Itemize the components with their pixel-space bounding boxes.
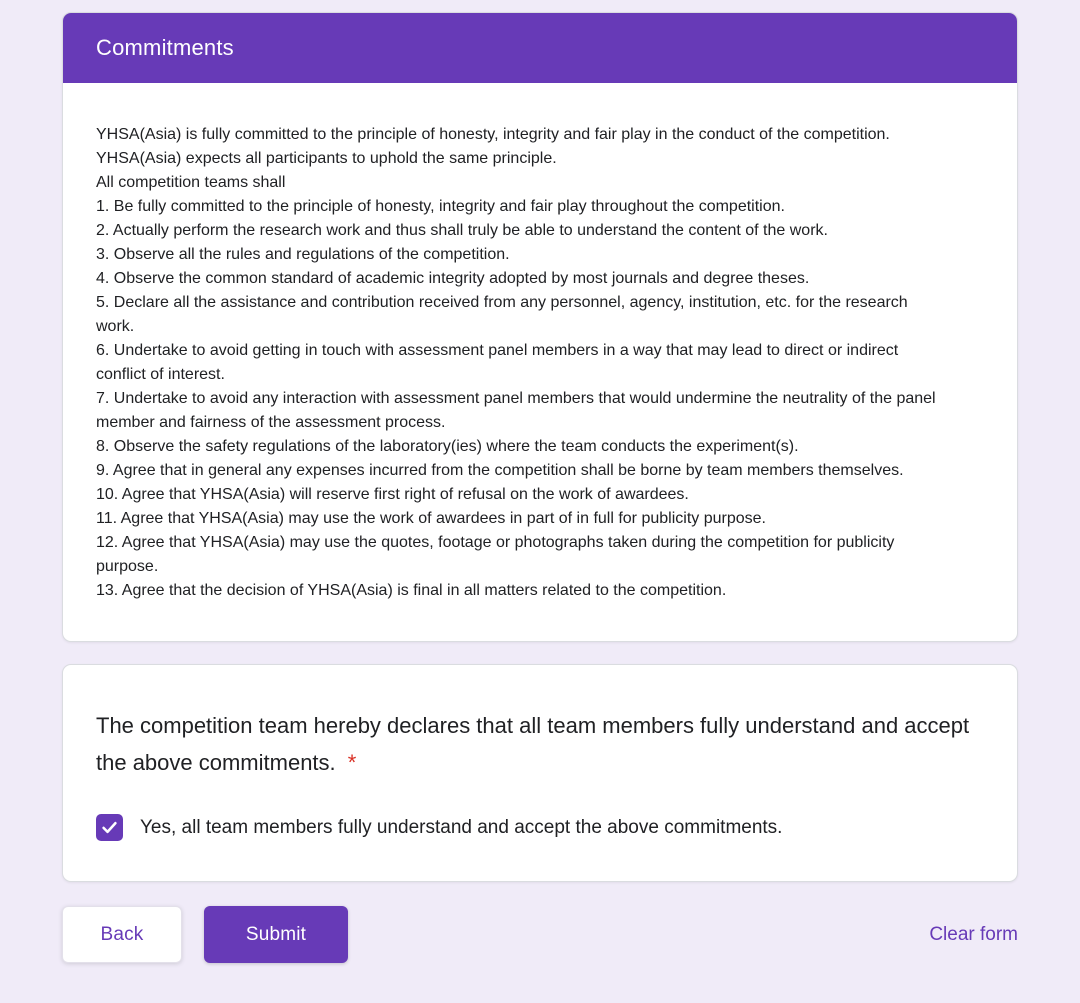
question-text: The competition team hereby declares that all team members fully understand and accept the above commitments. bbox=[96, 713, 970, 775]
commitment-line: 13. Agree that the decision of YHSA(Asia) is final in all matters related to the competition. bbox=[96, 582, 727, 599]
section-header bbox=[63, 13, 1017, 83]
section-title: Commitments bbox=[96, 35, 234, 60]
back-button[interactable]: Back bbox=[62, 906, 182, 963]
commitment-line: All competition teams shall bbox=[96, 174, 286, 191]
commitment-line: 3. Observe all the rules and regulations of the competition. bbox=[96, 246, 510, 263]
checkbox-option[interactable] bbox=[96, 814, 782, 841]
submit-button[interactable]: Submit bbox=[204, 906, 348, 963]
commitment-line: 9. Agree that in general any expenses incurred from the competition shall be borne by team members themselves. bbox=[96, 462, 904, 479]
commitment-line: 7. Undertake to avoid any interaction with assessment panel members that would undermine the neutrality of the panel member and fairness of the assessment process. bbox=[96, 390, 936, 431]
checkbox-checked-icon[interactable] bbox=[96, 814, 123, 841]
commitment-line: 6. Undertake to avoid getting in touch with assessment panel members in a way that may lead to direct or indirect conflict of interest. bbox=[96, 342, 899, 383]
commitment-line: YHSA(Asia) is fully committed to the principle of honesty, integrity and fair play in the conduct of the competition. YHSA(Asia) expects all participants to uphold the same principle. bbox=[96, 126, 890, 167]
commitment-line: 2. Actually perform the research work and thus shall truly be able to understand the content of the work. bbox=[96, 222, 828, 239]
form-footer bbox=[62, 906, 1018, 963]
commitments-text bbox=[63, 83, 1017, 641]
commitments-section-card bbox=[62, 12, 1018, 642]
commitment-line: 4. Observe the common standard of academic integrity adopted by most journals and degree theses. bbox=[96, 270, 810, 287]
commitment-line: 1. Be fully committed to the principle of honesty, integrity and fair play throughout the competition. bbox=[96, 198, 785, 215]
commitment-line: 12. Agree that YHSA(Asia) may use the quotes, footage or photographs taken during the competition for publicity purpose. bbox=[96, 534, 895, 575]
commitment-line: 5. Declare all the assistance and contribution received from any personnel, agency, institution, etc. for the research work. bbox=[96, 294, 908, 335]
commitment-line: 8. Observe the safety regulations of the laboratory(ies) where the team conducts the experiment(s). bbox=[96, 438, 799, 455]
checkbox-option-label: Yes, all team members fully understand and accept the above commitments. bbox=[140, 816, 783, 838]
required-asterisk: * bbox=[347, 750, 357, 775]
declaration-question-card bbox=[62, 664, 1018, 882]
clear-form-link[interactable]: Clear form bbox=[929, 923, 1018, 945]
question-title bbox=[96, 707, 976, 781]
commitment-line: 10. Agree that YHSA(Asia) will reserve first right of refusal on the work of awardees. bbox=[96, 486, 689, 503]
commitment-line: 11. Agree that YHSA(Asia) may use the work of awardees in part of in full for publicity purpose. bbox=[96, 510, 766, 527]
